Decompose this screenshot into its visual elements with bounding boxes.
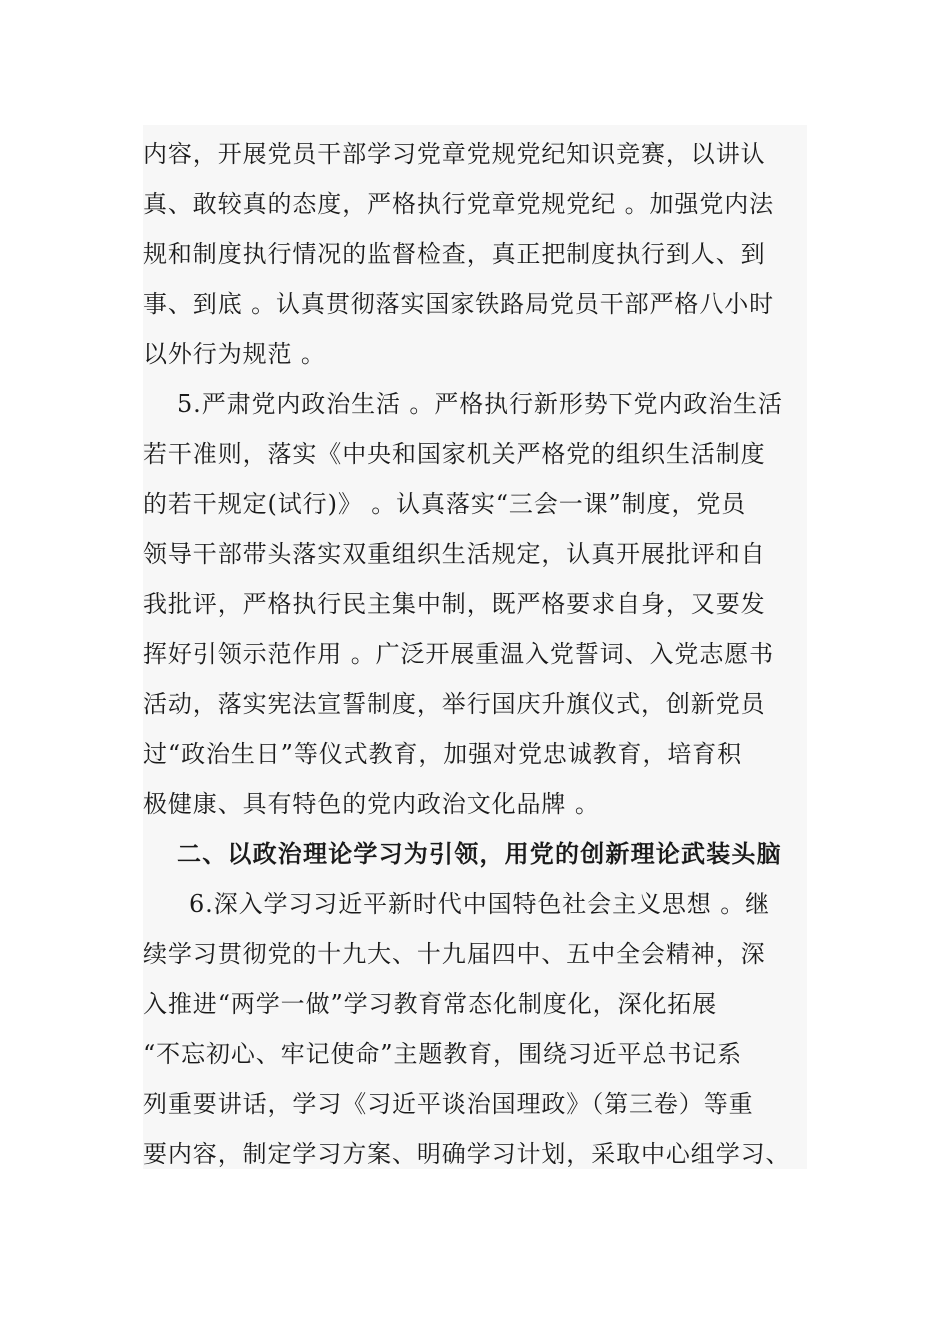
text-line: 列重要讲话，学习《习近平谈治国理政》（第三卷）等重 bbox=[143, 1090, 754, 1118]
text-line: 我批评，严格执行民主集中制，既严格要求自身，又要发 bbox=[143, 590, 766, 618]
document-text-block bbox=[143, 125, 807, 1169]
text-line: 极健康、具有特色的党内政治文化品牌 。 bbox=[143, 790, 600, 818]
section-heading: 二、以政治理论学习为引领，用党的创新理论武装头脑 bbox=[177, 839, 782, 868]
text-line: 入推进“两学一做”学习教育常态化制度化，深化拓展 bbox=[143, 990, 718, 1018]
text-line: 领导干部带头落实双重组织生活规定，认真开展批评和自 bbox=[143, 540, 766, 568]
text-line: 过“政治生日”等仪式教育，加强对党忠诚教育，培育积 bbox=[143, 740, 743, 768]
text-line: 以外行为规范 。 bbox=[143, 340, 326, 368]
paragraph-6-start: 6.深入学习习近平新时代中国特色社会主义思想 。继 bbox=[189, 890, 771, 918]
text-line: 活动，落实宪法宣誓制度，举行国庆升旗仪式，创新党员 bbox=[143, 690, 766, 718]
text-line: 事、到底 。认真贯彻落实国家铁路局党员干部严格八小时 bbox=[143, 290, 775, 318]
text-line: 若干准则，落实《中央和国家机关严格党的组织生活制度 bbox=[143, 440, 766, 468]
text-line: 续学习贯彻党的十九大、十九届四中、五中全会精神，深 bbox=[143, 940, 766, 968]
text-line: 内容，开展党员干部学习党章党规党纪知识竞赛，以讲认 bbox=[143, 140, 766, 168]
text-line: 的若干规定(试行)》 。认真落实“三会一课”制度，党员 bbox=[143, 490, 747, 518]
text-line: 要内容，制定学习方案、明确学习计划，采取中心组学习、 bbox=[143, 1140, 791, 1168]
paragraph-5-start: 5.严肃党内政治生活 。严格执行新形势下党内政治生活 bbox=[177, 390, 783, 418]
text-line: 规和制度执行情况的监督检查，真正把制度执行到人、到 bbox=[143, 240, 766, 268]
text-line: “不忘初心、牢记使命”主题教育，围绕习近平总书记系 bbox=[143, 1040, 743, 1068]
text-line: 挥好引领示范作用 。广泛开展重温入党誓词、入党志愿书 bbox=[143, 640, 775, 668]
text-line: 真、敢较真的态度，严格执行党章党规党纪 。加强党内法 bbox=[143, 190, 775, 218]
